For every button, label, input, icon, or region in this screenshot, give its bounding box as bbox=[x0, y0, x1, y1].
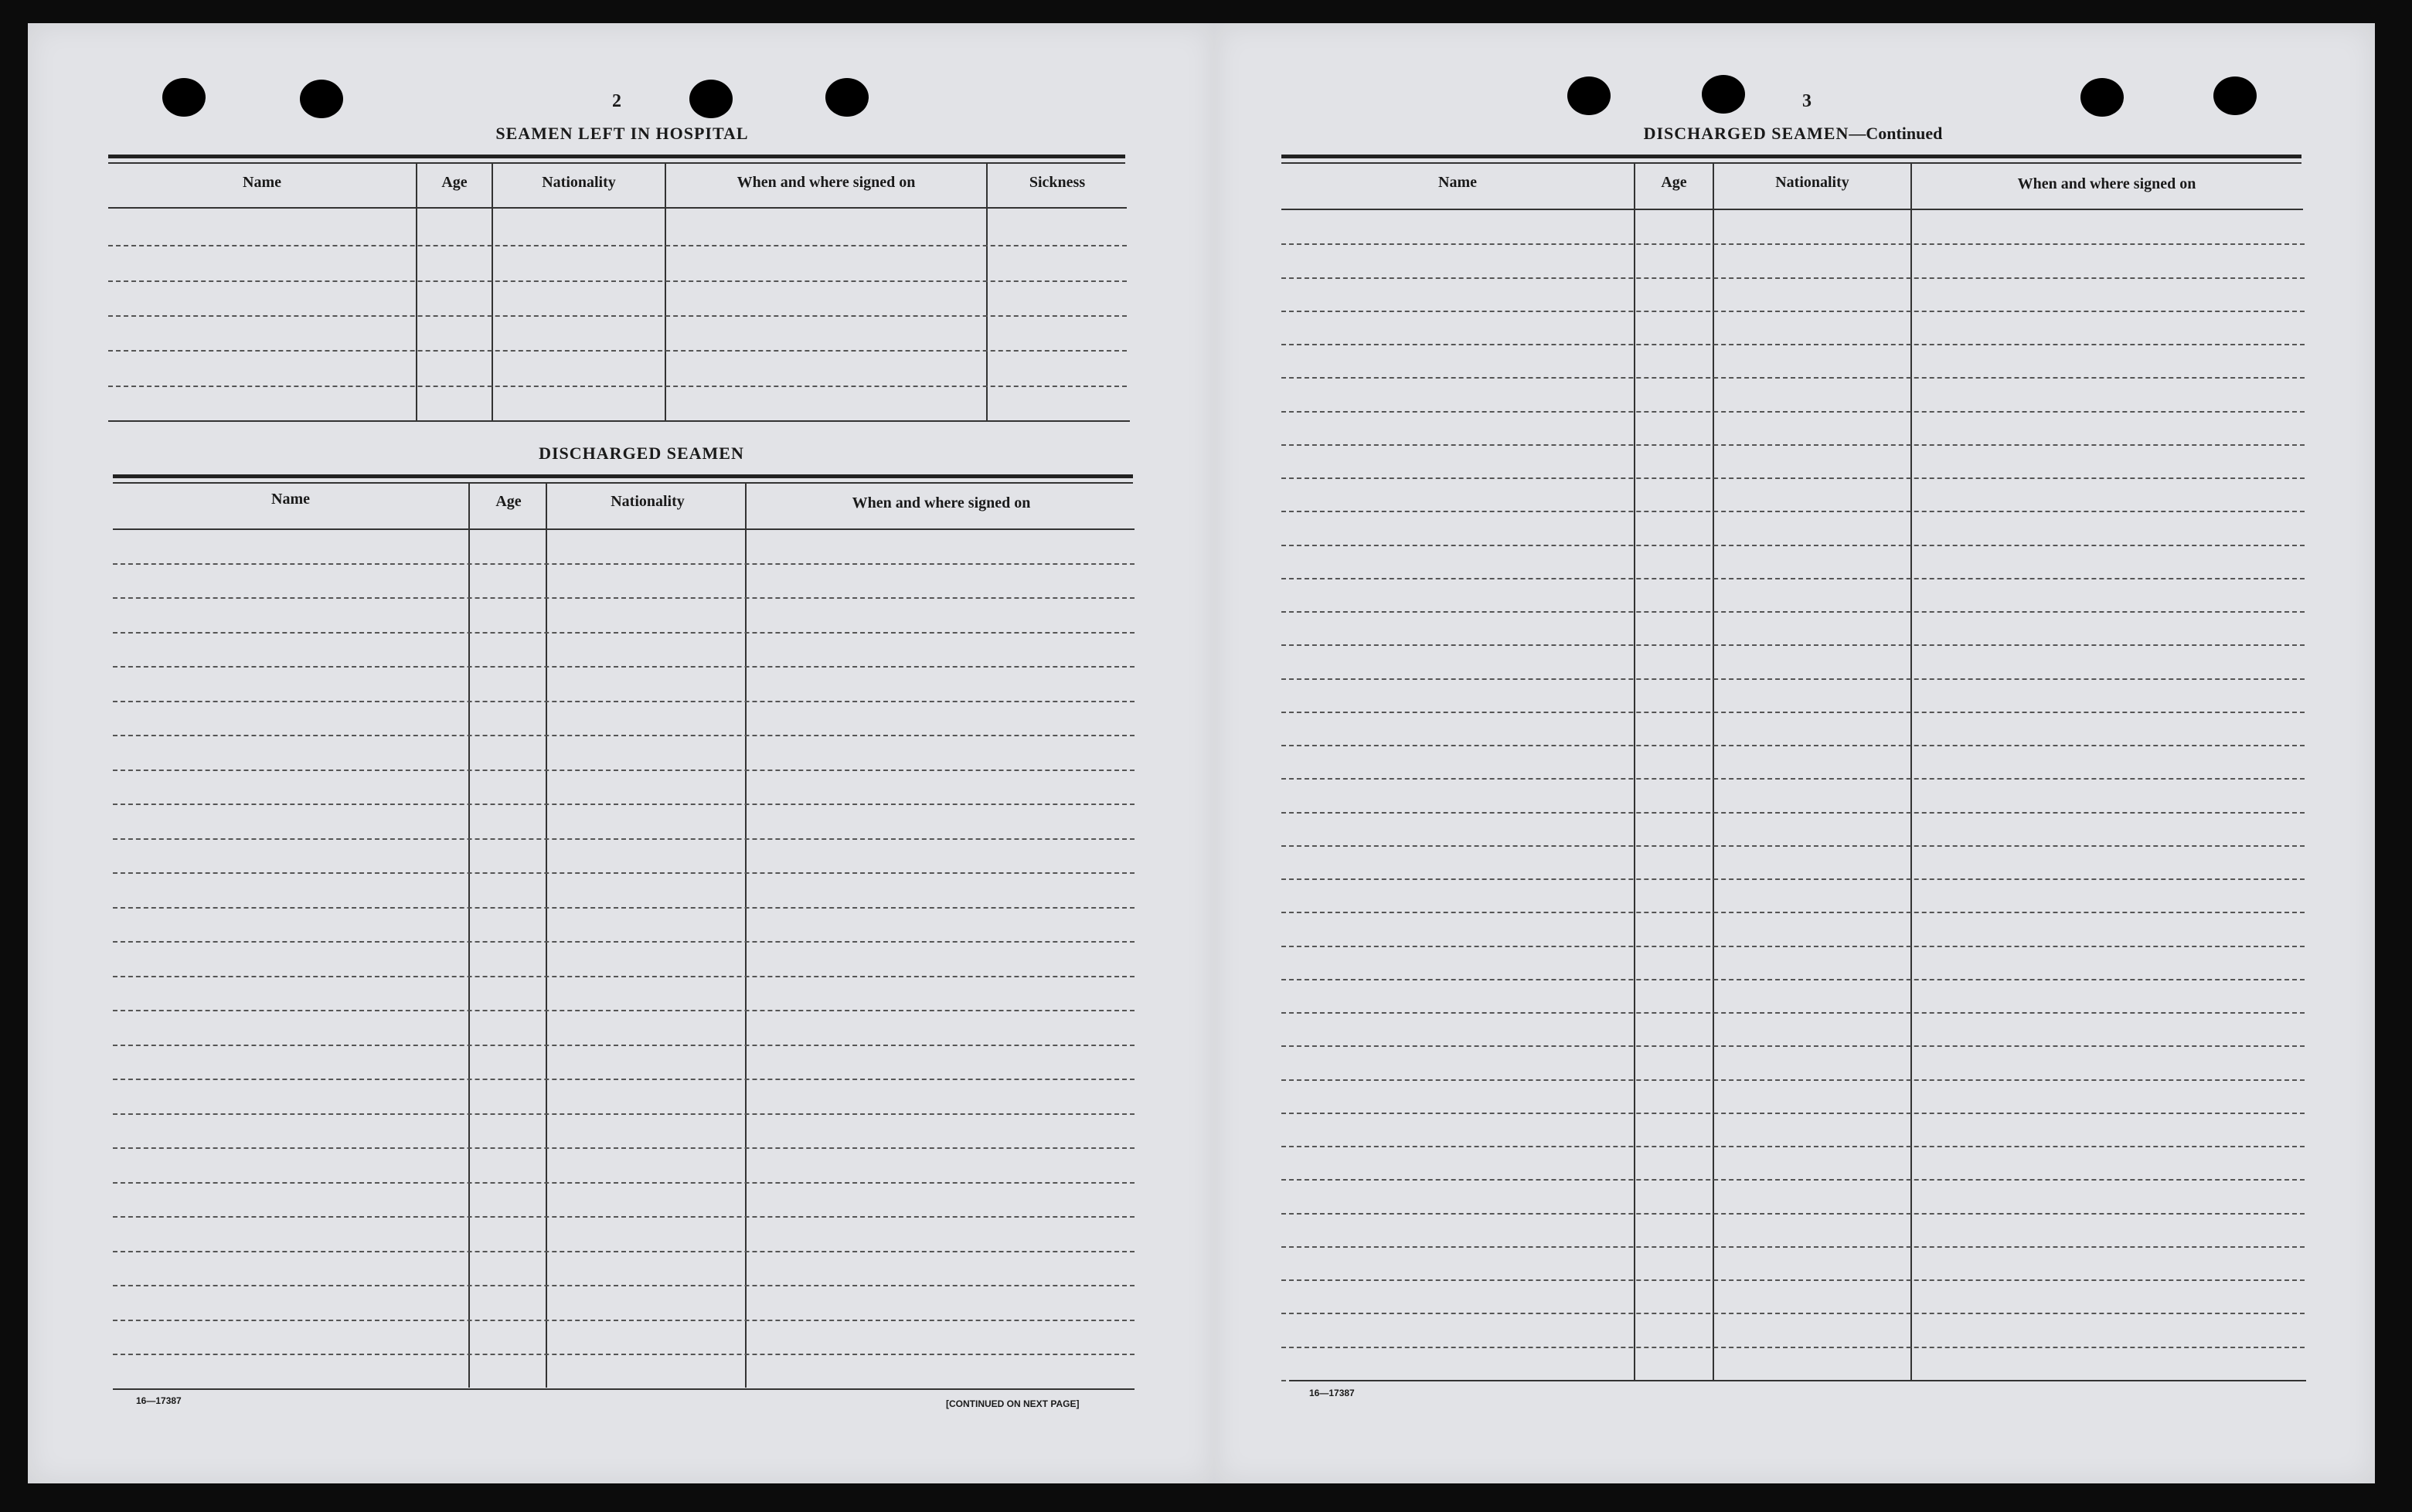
section-title-suffix: —Continued bbox=[1849, 124, 1943, 143]
page-number: 3 bbox=[1802, 91, 1812, 111]
column-divider bbox=[986, 162, 988, 421]
column-header-name: Name bbox=[243, 174, 281, 191]
table-row bbox=[1281, 1012, 2305, 1014]
table-row bbox=[1281, 946, 2305, 947]
table-row bbox=[1281, 1146, 2305, 1147]
table-row bbox=[113, 735, 1135, 736]
form-number: 16—17387 bbox=[136, 1395, 182, 1406]
table-row bbox=[113, 838, 1135, 840]
table-row bbox=[1281, 344, 2305, 345]
header-rule bbox=[108, 207, 1127, 209]
column-header-nationality: Nationality bbox=[611, 493, 685, 510]
table-row bbox=[113, 907, 1135, 909]
table-row bbox=[113, 1010, 1135, 1011]
column-divider bbox=[492, 162, 493, 421]
punch-hole bbox=[300, 80, 343, 118]
discharged-continued-title bbox=[1592, 124, 1994, 144]
table-row bbox=[1281, 745, 2305, 746]
table-row bbox=[113, 701, 1135, 702]
table-row bbox=[113, 1285, 1135, 1286]
table-row bbox=[108, 386, 1127, 387]
table-row bbox=[113, 1216, 1135, 1218]
title-rule bbox=[1281, 155, 2301, 158]
table-row bbox=[113, 804, 1135, 805]
table-row bbox=[1281, 377, 2305, 379]
table-row bbox=[113, 1182, 1135, 1184]
table-row bbox=[1281, 411, 2305, 413]
table-row bbox=[113, 872, 1135, 874]
right-page bbox=[1214, 23, 2375, 1483]
table-row bbox=[113, 941, 1135, 943]
table-row bbox=[1281, 1045, 2305, 1047]
column-header-signed-on: When and where signed on bbox=[2017, 175, 2196, 192]
table-row bbox=[1281, 878, 2305, 880]
column-header-age: Age bbox=[1661, 174, 1687, 191]
table-row bbox=[113, 1320, 1135, 1321]
table-row bbox=[1281, 678, 2305, 680]
table-row bbox=[113, 1251, 1135, 1252]
punch-hole bbox=[1702, 75, 1745, 114]
table-row bbox=[108, 350, 1127, 352]
column-header-age: Age bbox=[495, 493, 522, 510]
section-bottom-rule bbox=[113, 1388, 1135, 1390]
section-bottom-rule bbox=[108, 420, 1130, 422]
hospital-section-title: SEAMEN LEFT IN HOSPITAL bbox=[495, 124, 749, 143]
table-row bbox=[1281, 812, 2305, 814]
punch-hole bbox=[2080, 78, 2124, 117]
table-row bbox=[1281, 1313, 2305, 1314]
column-header-signed-on: When and where signed on bbox=[737, 174, 916, 191]
table-row bbox=[113, 1113, 1135, 1115]
table-row bbox=[1281, 1213, 2305, 1215]
column-header-name: Name bbox=[1438, 174, 1477, 191]
table-row bbox=[1281, 979, 2305, 980]
table-row bbox=[1281, 712, 2305, 713]
table-row bbox=[1281, 1113, 2305, 1114]
title-rule bbox=[108, 162, 1125, 164]
title-rule bbox=[113, 474, 1133, 478]
section-bottom-rule bbox=[1289, 1380, 2306, 1381]
table-row bbox=[1281, 477, 2305, 479]
column-header-nationality: Nationality bbox=[542, 174, 616, 191]
punch-hole bbox=[825, 78, 869, 117]
column-header-nationality: Nationality bbox=[1775, 174, 1849, 191]
table-row bbox=[113, 632, 1135, 634]
column-divider bbox=[665, 162, 666, 421]
punch-hole bbox=[1567, 76, 1611, 115]
title-rule bbox=[108, 155, 1125, 158]
continued-note: [CONTINUED ON NEXT PAGE] bbox=[946, 1398, 1080, 1409]
table-row bbox=[1281, 578, 2305, 579]
table-row bbox=[1281, 311, 2305, 312]
table-row bbox=[1281, 277, 2305, 279]
table-row bbox=[1281, 1347, 2305, 1348]
table-row bbox=[1281, 511, 2305, 512]
table-row bbox=[108, 315, 1127, 317]
table-row bbox=[1281, 1279, 2305, 1281]
form-number: 16—17387 bbox=[1309, 1388, 1355, 1398]
section-title-text: DISCHARGED SEAMEN bbox=[1643, 124, 1849, 143]
column-header-name: Name bbox=[271, 491, 310, 508]
left-page bbox=[28, 23, 1214, 1483]
table-row bbox=[1281, 611, 2305, 613]
table-row bbox=[113, 770, 1135, 771]
table-row bbox=[113, 563, 1135, 565]
discharged-section-title: DISCHARGED SEAMEN bbox=[539, 443, 744, 463]
table-row bbox=[1281, 644, 2305, 646]
table-row bbox=[113, 1354, 1135, 1355]
title-rule bbox=[113, 482, 1133, 484]
column-header-sickness: Sickness bbox=[1029, 174, 1086, 191]
table-row bbox=[1281, 778, 2305, 780]
table-row bbox=[113, 976, 1135, 977]
table-row bbox=[1281, 912, 2305, 913]
punch-hole bbox=[2213, 76, 2257, 115]
punch-hole bbox=[689, 80, 733, 118]
table-row bbox=[113, 1079, 1135, 1080]
table-row bbox=[1281, 1246, 2305, 1248]
table-row bbox=[1281, 1179, 2305, 1181]
table-row bbox=[113, 597, 1135, 599]
table-row bbox=[113, 666, 1135, 668]
table-row bbox=[113, 1045, 1135, 1046]
table-row bbox=[1281, 545, 2305, 546]
column-divider bbox=[416, 162, 417, 421]
column-header-signed-on: When and where signed on bbox=[852, 494, 1031, 511]
table-row bbox=[1281, 1079, 2305, 1081]
title-rule bbox=[1281, 162, 2301, 164]
column-header-age: Age bbox=[441, 174, 468, 191]
header-rule bbox=[1281, 209, 2303, 210]
table-row bbox=[1281, 845, 2305, 847]
table-row bbox=[108, 245, 1127, 246]
table-row bbox=[1281, 243, 2305, 245]
table-row bbox=[108, 280, 1127, 282]
table-row bbox=[1281, 444, 2305, 446]
punch-hole bbox=[162, 78, 206, 117]
page-number: 2 bbox=[612, 91, 621, 111]
header-rule bbox=[113, 528, 1135, 530]
table-row bbox=[113, 1147, 1135, 1149]
